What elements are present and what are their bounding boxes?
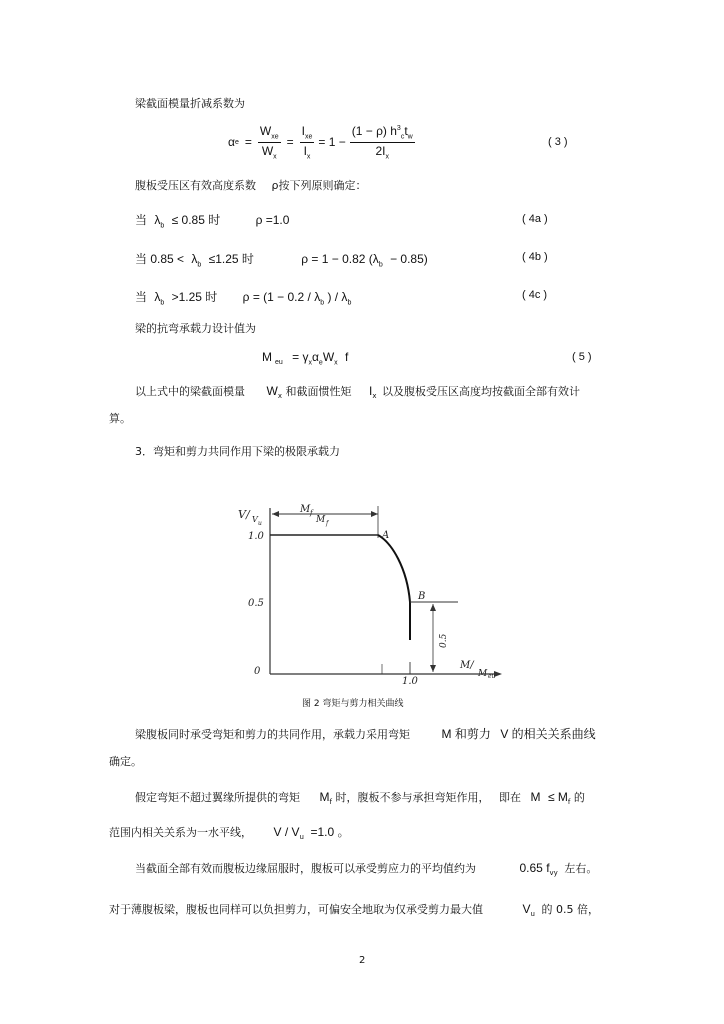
fraction-w — [258, 124, 281, 160]
paragraph-text: 时，腹板不参与承担弯矩作用， — [335, 791, 490, 804]
top-label-den-sub: f — [326, 520, 329, 527]
text-when: 当 — [135, 213, 148, 227]
text-when: 当 — [135, 290, 148, 304]
subscript: f — [567, 798, 571, 807]
equation-number: ( 3 ) — [548, 136, 568, 148]
text-line — [109, 410, 131, 426]
condition-text: ≤ 0.85 时 — [171, 213, 221, 227]
paragraph-text: 的 — [573, 791, 585, 804]
subscript: x — [372, 392, 377, 401]
numerator — [300, 124, 315, 142]
point-a-label: A — [382, 530, 390, 541]
rho-formula-end: − 0.85) — [390, 252, 428, 266]
top-label: M — [300, 504, 311, 515]
subscript: x — [308, 359, 312, 367]
paragraph-text: 范围内相关关系为一水平线， — [109, 826, 252, 839]
text-line — [135, 860, 597, 877]
x-axis-label: M/ — [460, 660, 474, 671]
tick-label-1: 1.0 — [248, 531, 264, 542]
paragraph-text: ρ按下列原则确定： — [271, 179, 367, 192]
equation-3 — [228, 123, 415, 161]
top-label-sub: f — [310, 509, 313, 517]
paragraph-text: 假定弯矩不超过翼缘所提供的弯矩 — [135, 791, 300, 804]
page-number: 2 — [359, 955, 366, 966]
numerator-text: (1 − ρ) h — [351, 124, 397, 139]
denominator — [373, 143, 391, 160]
top-label-den: M — [316, 515, 326, 525]
subscript: xe — [304, 133, 313, 141]
paragraph-text: 的 0.5 倍， — [541, 903, 599, 916]
tick-label-05: 0.5 — [248, 598, 264, 609]
rho-value: ρ =1.0 — [255, 213, 290, 227]
subscript: c — [400, 133, 405, 141]
paragraph-text: 以上式中的梁截面模量 — [135, 385, 245, 398]
rho-formula-end: ) / λ — [327, 290, 348, 304]
subscript: x — [306, 152, 311, 160]
paragraph-text: 梁的抗弯承载力设计值为 — [135, 322, 256, 335]
subscript: b — [160, 299, 165, 307]
subscript: xe — [271, 133, 279, 141]
subscript: e — [234, 138, 239, 146]
fraction-rho — [350, 124, 415, 160]
figure-caption: 图 2 弯矩与剪力相关曲线 — [302, 699, 404, 709]
fraction-i — [300, 124, 315, 160]
superscript: 3 — [396, 125, 401, 133]
y-axis-label: V/ — [238, 508, 250, 521]
denominator — [260, 143, 279, 160]
subscript: e — [318, 359, 323, 367]
text-line — [109, 823, 349, 841]
symbol-m: ≤ M — [547, 790, 568, 804]
subscript: u — [530, 910, 535, 919]
equation-number: ( 4b ) — [522, 251, 548, 263]
condition-text: >1.25 时 — [171, 290, 218, 304]
heading-text: 3．弯矩和剪力共同作用下梁的极限承载力 — [135, 445, 340, 458]
x-axis-label-sub: eu — [488, 673, 496, 680]
text-line — [109, 753, 142, 769]
subscript: f — [329, 798, 332, 807]
symbol-i: I — [301, 124, 305, 139]
numerator — [350, 124, 415, 142]
symbol-t: t — [404, 124, 408, 139]
subscript: b — [197, 261, 202, 269]
symbol-m: M — [530, 790, 541, 804]
subscript: u — [299, 833, 304, 842]
symbol-f: 0.65 f — [519, 861, 550, 875]
alpha-symbol: α — [228, 135, 235, 149]
text-line — [135, 789, 585, 806]
symbol-w: W — [266, 384, 278, 398]
denominator-text: 2I — [375, 143, 386, 158]
paragraph-text: 梁截面模量折减系数为 — [135, 97, 245, 110]
text-line — [135, 95, 245, 111]
alpha-symbol: α — [311, 350, 319, 364]
section-heading — [135, 443, 340, 459]
point-b-label: B — [418, 591, 426, 602]
condition-text: ≤1.25 时 — [208, 252, 254, 266]
paragraph-text: V 的相关关系曲线 — [500, 727, 596, 741]
equation-4c: 当 $\lambda_b >1.25$ 时 $\rho = (1 - 0.2 / \lambda_b$ ) / $\lambda_b$ — [135, 290, 352, 307]
symbol-f: f — [345, 350, 349, 364]
equals-sign: = — [244, 135, 252, 149]
symbol-i: I — [303, 143, 307, 158]
symbol-i: I — [368, 384, 373, 398]
tick-label-0: 0 — [254, 666, 261, 677]
subscript: b — [320, 299, 325, 307]
subscript: b — [378, 261, 383, 269]
text-when: 当 0.85 < — [135, 252, 185, 266]
x-axis-label-den: M — [478, 669, 488, 679]
denominator — [302, 143, 313, 160]
dimension-arrow-right — [371, 511, 378, 517]
paragraph-text: 确定。 — [109, 755, 142, 768]
symbol-m: M — [262, 350, 272, 364]
paragraph-text: 左右。 — [564, 862, 598, 875]
paragraph-text: 以及腹板受压区高度均按截面全部有效计 — [381, 385, 580, 398]
x-tick-label: 1.0 — [402, 676, 418, 687]
half-dimension-arrow-bottom — [430, 665, 436, 672]
ratio-value: =1.0 。 — [310, 825, 350, 839]
equals-sign: = — [286, 135, 294, 149]
equation-number: ( 5 ) — [572, 351, 592, 363]
dimension-arrow-left — [272, 511, 279, 517]
equation-4a: 当 $\lambda_b \le 0.85$ 时 ρ =1.0 — [135, 213, 290, 230]
text-line — [135, 725, 596, 742]
paragraph-text: 算。 — [109, 412, 131, 425]
paragraph-text: 当截面全部有效而腹板边缘屈服时，腹板可以承受剪应力的平均值约为 — [135, 862, 476, 875]
subscript: x — [273, 152, 277, 160]
subscript: b — [347, 299, 352, 307]
interaction-curve-figure — [232, 498, 522, 690]
equation-number: ( 4a ) — [522, 213, 548, 225]
symbol-m: M — [319, 790, 330, 804]
paragraph-text: 和截面惯性矩 — [285, 385, 352, 398]
half-dimension-arrow-top — [430, 604, 436, 611]
symbol-w: W — [259, 124, 272, 139]
y-axis-label-sub2: u — [258, 520, 262, 527]
paragraph-text: M 和剪力 — [441, 727, 491, 741]
ratio-text: V / V — [273, 825, 300, 839]
one-minus: = 1 − — [318, 135, 346, 149]
text-line — [135, 383, 580, 400]
paragraph-text: 即在 — [498, 791, 521, 804]
subscript: eu — [275, 359, 283, 367]
paragraph-text: 梁腹板同时承受弯矩和剪力的共同作用，承载力采用弯矩 — [135, 728, 410, 741]
equation-number: ( 4c ) — [522, 289, 548, 301]
symbol-w: W — [322, 350, 335, 364]
text-line — [109, 901, 599, 918]
numerator — [258, 124, 281, 142]
rho-formula: ρ = 1 − 0.82 (λ — [301, 252, 379, 266]
half-dimension-label: 0.5 — [439, 633, 449, 648]
interaction-curve — [378, 535, 410, 602]
subscript: w — [407, 133, 413, 141]
paragraph-text: 对于薄腹板梁，腹板也同样可以负担剪力，可偏安全地取为仅承受剪力最大值 — [109, 903, 483, 916]
y-axis-label-sub: V — [252, 515, 258, 524]
gamma-symbol: = γ — [292, 350, 309, 364]
equation-4b: 当 $0.85 < \lambda_b \le 1.25$ 时 ρ = 1 − 0.82 $(\lambda_b - 0.85)$ — [135, 252, 428, 269]
figure-svg — [232, 498, 522, 690]
rho-formula: ρ = (1 − 0.2 / λ — [242, 290, 321, 304]
subscript: x — [385, 152, 389, 160]
subscript: x — [334, 359, 338, 367]
symbol-v: V — [522, 902, 531, 916]
text-line — [135, 177, 366, 193]
subscript: b — [160, 222, 165, 230]
text-line — [135, 320, 256, 336]
subscript: vy — [549, 869, 558, 878]
subscript: x — [277, 392, 282, 401]
symbol-w: W — [261, 143, 274, 158]
equation-5 — [262, 350, 348, 366]
paragraph-text: 腹板受压区有效高度系数 — [135, 179, 256, 192]
